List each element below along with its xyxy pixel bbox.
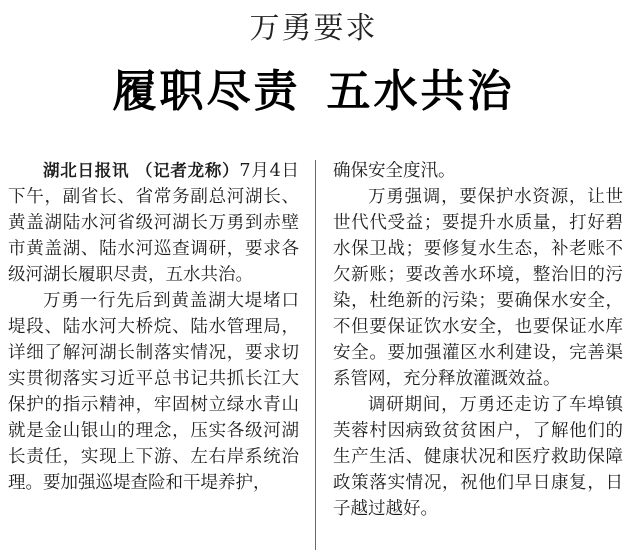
- column-divider: [315, 160, 316, 550]
- article-column-left: [8, 158, 299, 496]
- paragraph-lead: [8, 158, 299, 288]
- paragraph-inspection: 万勇一行先后到黄盖湖大堤堵口堤段、陆水河大桥烷、陆水管理局，详细了解河湖长制落实情况，要求切实贯彻落实习近平总书记共抓长江大保护的指示精神，牢固树立绿水青山就是金山银山的理念，压实各级河湖长责任，实现上下游、左右岸系统治理。要加强巡堤查险和干堤养护，: [8, 291, 299, 493]
- dateline: 湖北日报讯 （记者龙称）: [43, 161, 240, 180]
- headline-part-1: 履职尽责: [112, 66, 301, 117]
- lead-text: 7月4日下午，副省长、省常务副总河湖长、黄盖湖陆水河省级河湖长万勇到赤壁市黄盖湖、陆水河巡查调研，要求各级河湖长履职尽责，五水共治。: [8, 161, 299, 285]
- article-headline: [0, 64, 627, 120]
- paragraph-visit: 调研期间，万勇还走访了车埠镇芙蓉村因病致贫贫困户，了解他们的生产生活、健康状况和医疗救助保障政策落实情况，祝他们早日康复，日子越过越好。: [333, 395, 623, 519]
- article-column-right: [333, 158, 623, 522]
- article-subtitle: 万勇要求: [249, 11, 378, 46]
- paragraph-continuation: 确保安全度汛。: [333, 161, 456, 181]
- headline-part-2: 五水共治: [326, 66, 515, 117]
- paragraph-emphasis: 万勇强调，要保护水资源，让世世代代受益；要提升水质量，打好碧水保卫战；要修复水生态，补老账不欠新账；要改善水环境，整治旧的污染，杜绝新的污染；要确保水安全，不但要保证饮水安全，也要保证水库安全。要加强灌区水利建设，完善渠系管网，充分释放灌溉效益。: [333, 187, 623, 389]
